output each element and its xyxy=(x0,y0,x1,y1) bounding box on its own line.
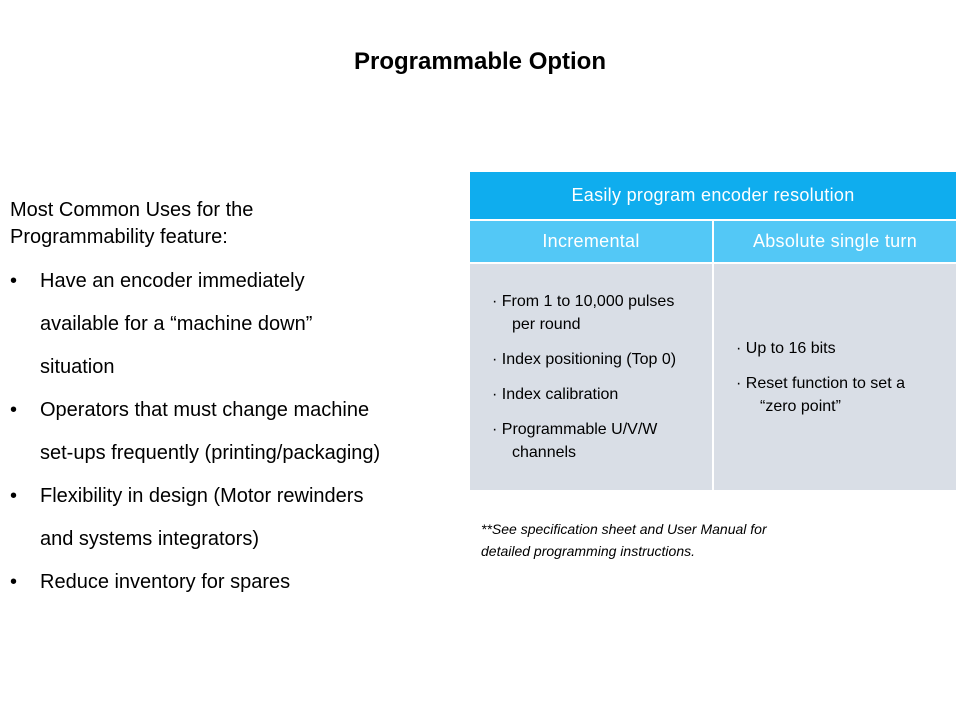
bullet-line: Reduce inventory for spares xyxy=(40,571,291,593)
bullet-line: Flexibility in design (Motor rewinders xyxy=(40,485,364,507)
footnote-line: **See specification sheet and User Manual for xyxy=(481,521,767,537)
column-header-incremental: Incremental xyxy=(470,220,713,263)
list-item-line: · Reset function to set a xyxy=(736,374,905,392)
list-item-line: channels xyxy=(512,444,577,461)
absolute-cell xyxy=(713,263,956,490)
table-header: Easily program encoder resolution xyxy=(470,172,956,220)
bullet-line: Have an encoder immediately xyxy=(40,270,305,292)
list-item xyxy=(736,372,946,418)
list-item-line: per round xyxy=(512,316,581,333)
list-item-line: · From 1 to 10,000 pulses xyxy=(492,293,675,310)
footnote-line: detailed programming instructions. xyxy=(481,543,695,559)
bullet-item xyxy=(10,475,460,561)
incremental-cell xyxy=(470,263,713,490)
list-item-line: · Up to 16 bits xyxy=(736,339,836,357)
intro-text xyxy=(10,197,450,251)
list-item-line: · Programmable U/V/W xyxy=(492,421,658,438)
absolute-list xyxy=(736,337,946,418)
list-item xyxy=(736,337,946,360)
bullet-marker: • xyxy=(10,485,18,507)
slide-title: Programmable Option xyxy=(353,48,607,75)
column-header-absolute: Absolute single turn xyxy=(713,220,956,263)
list-item-line: · Index calibration xyxy=(492,386,619,403)
bullet-line: set-ups frequently (printing/packaging) xyxy=(40,442,381,464)
bullet-item xyxy=(10,561,460,604)
bullet-line: and systems integrators) xyxy=(40,528,259,550)
bullet-line: available for a “machine down” xyxy=(40,313,313,335)
bullet-item xyxy=(10,389,460,475)
bullet-marker: • xyxy=(10,571,18,593)
bullet-item xyxy=(10,260,460,389)
list-item xyxy=(492,290,706,336)
intro-line: Most Common Uses for the xyxy=(10,199,254,221)
list-item-line: · Index positioning (Top 0) xyxy=(492,351,677,368)
bullet-marker: • xyxy=(10,399,18,421)
list-item xyxy=(492,418,706,464)
list-item xyxy=(492,348,706,371)
bullet-line: Operators that must change machine xyxy=(40,399,370,421)
uses-bullet-list xyxy=(10,260,460,604)
resolution-table xyxy=(470,172,956,490)
intro-line: Programmability feature: xyxy=(10,226,228,248)
footnote xyxy=(481,518,861,562)
bullet-line: situation xyxy=(40,356,115,378)
list-item-line: “zero point” xyxy=(760,397,841,415)
bullet-marker: • xyxy=(10,270,18,292)
incremental-list xyxy=(492,290,706,464)
list-item xyxy=(492,383,706,406)
